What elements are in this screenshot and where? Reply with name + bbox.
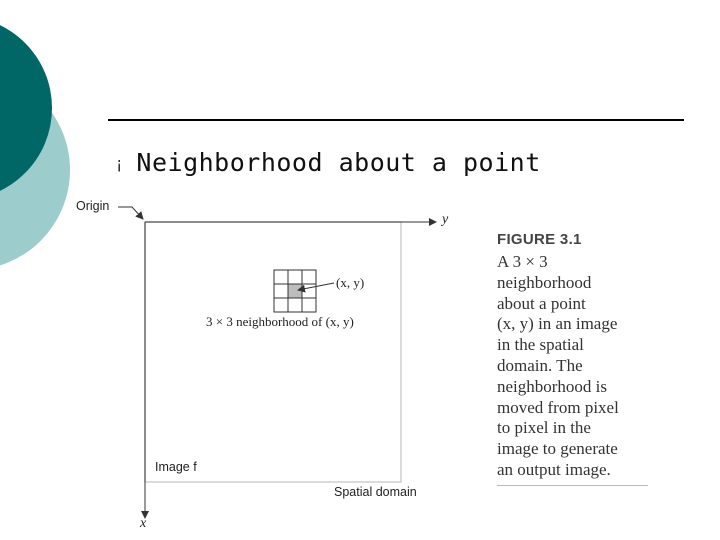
image-frame	[145, 222, 401, 482]
slide-heading: Neighborhood about a point	[136, 148, 541, 177]
caption-line: (x, y) in an image	[497, 314, 618, 334]
caption-line: neighborhood	[497, 272, 592, 292]
caption-line: an output image.	[497, 459, 611, 479]
caption-divider	[497, 485, 648, 486]
caption-line: moved from pixel	[497, 397, 619, 417]
caption-line: image to generate	[497, 439, 618, 459]
origin-pointer	[118, 207, 143, 219]
center-pixel	[288, 284, 302, 298]
point-label: (x, y)	[336, 275, 365, 290]
neighborhood-grid	[274, 270, 316, 312]
caption-line: in the spatial	[497, 335, 584, 355]
caption-line: domain. The	[497, 355, 583, 375]
caption-line: to pixel in the	[497, 418, 591, 438]
neighborhood-label: 3 × 3 neighborhood of (x, y)	[206, 314, 354, 329]
origin-label: Origin	[76, 199, 110, 213]
caption-line: about a point	[497, 293, 586, 313]
x-axis-label: x	[140, 516, 147, 531]
figure-title: FIGURE 3.1	[497, 231, 582, 248]
caption-line: A 3 × 3	[497, 252, 548, 271]
figure-caption	[497, 252, 657, 481]
bullet-marker: ¡	[116, 154, 123, 173]
y-axis-label: y	[442, 212, 449, 227]
domain-label: Spatial domain	[334, 485, 417, 499]
caption-line: neighborhood is	[497, 376, 608, 396]
image-label: Image f	[155, 460, 197, 474]
